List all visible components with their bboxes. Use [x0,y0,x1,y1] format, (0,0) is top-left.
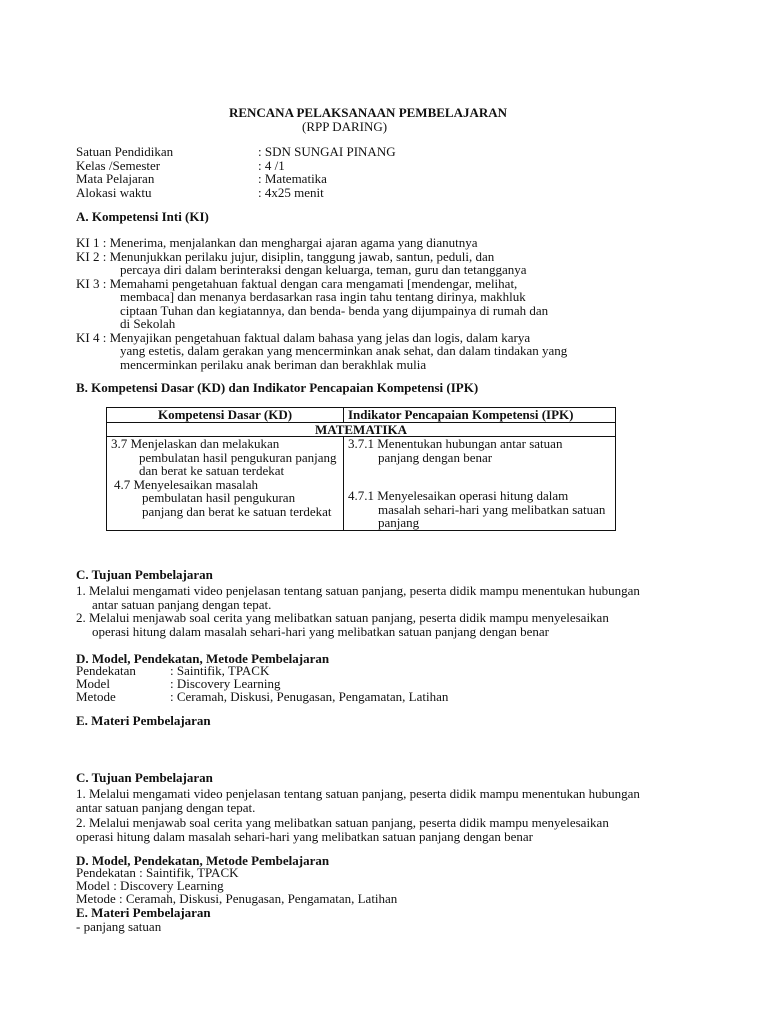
kd-lead: 4.7 Menyelesaikan masalah [114,476,259,492]
table-header-row [107,408,616,423]
info-value: : 4x25 menit [258,184,324,200]
ki-text: KI 2 : Menunjukkan perilaku jujur, disiplin, tanggung jawab, santun, peduli, dan [76,248,495,264]
table-group-row [107,422,616,437]
kd-rest: pembulatan hasil pengukuran panjang dan berat ke satuan terdekat [142,490,332,519]
info-row [76,186,396,200]
method-line: Pendekatan : Saintifik, TPACK [76,865,239,880]
method-label: Pendekatan [76,663,136,678]
tujuan-lead: 2. Melalui menjawab soal cerita yang melibatkan satuan panjang, peserta didik mampu menyelesaikan [76,610,609,625]
info-label: Kelas /Semester [76,157,161,173]
tujuan-line: operasi hitung dalam masalah sehari-hari yang melibatkan satuan panjang dengan benar [76,828,533,844]
ipk-rest: panjang dengan benar [378,449,493,465]
tujuan-item [76,584,716,611]
ki-continuation: yang estetis, dalam gerakan yang mencerminkan anak sehat, dan dalam tindakan yang mencerminkan perilaku anak beriman dan berakhlak mulia [120,343,568,372]
method-line: Metode : Ceramah, Diskusi, Penugasan, Pengamatan, Latihan [76,891,398,906]
tujuan-line: 1. Melalui mengamati video penjelasan tentang satuan panjang, peserta didik mampu menentukan hubungan [76,786,640,801]
method-value: : Saintifik, TPACK [170,663,270,678]
info-value: : 4 /1 [258,157,285,173]
section-d-heading: D. Model, Pendekatan, Metode Pembelajaran [76,651,330,666]
ki-continuation: percaya diri dalam berinteraksi dengan keluarga, teman, guru dan tetangganya [120,262,527,277]
info-label: Satuan Pendidikan [76,144,174,159]
ki-text: KI 1 : Menerima, menjalankan dan menghargai ajaran agama yang dianutnya [76,235,478,250]
ipk-cell [344,437,616,531]
ki-item [76,331,696,372]
ki-item [76,277,696,331]
ipk-item [348,489,611,530]
ki-text: KI 4 : Menyajikan pengetahuan faktual dalam bahasa yang jelas dan logis, dalam karya [76,329,531,345]
ipk-item [348,437,611,489]
kd-cell [107,437,344,531]
kd-item [111,437,339,478]
section-e-heading: E. Materi Pembelajaran [76,713,211,728]
method-label: Metode [76,689,116,704]
method-value: : Ceramah, Diskusi, Penugasan, Pengamatan, Latihan [170,689,449,704]
method-label: Model [76,676,110,691]
method-line: Model : Discovery Learning [76,878,224,893]
materi-item: - panjang satuan [76,919,162,934]
identity-block [76,145,396,199]
info-row [76,145,396,159]
subject-group-label: MATEMATIKA [107,422,616,437]
ipk-column-header: Indikator Pencapaian Kompetensi (IPK) [344,408,616,423]
document-subtitle: (RPP DARING) [302,119,388,134]
ipk-rest: masalah sehari-hari yang melibatkan satuan panjang [378,501,606,530]
document-title: RENCANA PELAKSANAAN PEMBELAJARAN [228,105,508,120]
kd-rest: pembulatan hasil pengukuran panjang dan berat ke satuan terdekat [139,449,337,478]
kd-lead: 3.7 Menjelaskan dan melakukan [111,436,280,451]
kd-item [111,478,339,519]
kd-column-header: Kompetensi Dasar (KD) [107,408,344,423]
section-d2-heading: D. Model, Pendekatan, Metode Pembelajaran [76,853,330,868]
section-c2-heading: C. Tujuan Pembelajaran [76,770,213,785]
info-value: : Matematika [258,171,327,186]
section-a-heading: A. Kompetensi Inti (KI) [76,209,209,224]
section-e2-heading: E. Materi Pembelajaran [76,905,211,920]
info-value: : SDN SUNGAI PINANG [258,144,396,159]
ki-continuation: membaca] dan menanya berdasarkan rasa ingin tahu tentang dirinya, makhluk ciptaan Tuhan dan kegiatannya, dan benda- benda yang dijumpainya di rumah dan di Sekolah [120,289,549,331]
tujuan-repeat [76,787,716,843]
tujuan-line: antar satuan panjang dengan tepat. [76,799,256,815]
table-row [107,437,616,531]
method-value: : Discovery Learning [170,676,281,691]
info-label: Alokasi waktu [76,184,152,200]
tujuan-rest: antar satuan panjang dengan tepat. [92,596,272,612]
tujuan-item [76,611,716,638]
ki-item [76,236,696,250]
tujuan-list [76,584,716,638]
tujuan-rest: operasi hitung dalam masalah sehari-hari yang melibatkan satuan panjang dengan benar [92,623,549,639]
ki-text: KI 3 : Memahami pengetahuan faktual dengan cara mengamati [mendengar, melihat, [76,275,518,291]
info-label: Mata Pelajaran [76,171,155,186]
section-c-heading: C. Tujuan Pembelajaran [76,567,213,582]
tujuan-line: 2. Melalui menjawab soal cerita yang melibatkan satuan panjang, peserta didik mampu menyelesaikan [76,815,609,830]
section-b-heading: B. Kompetensi Dasar (KD) dan Indikator Pencapaian Kompetensi (IPK) [76,380,479,395]
ki-item [76,250,696,277]
ipk-lead: 3.7.1 Menentukan hubungan antar satuan [348,436,563,451]
tujuan-lead: 1. Melalui mengamati video penjelasan tentang satuan panjang, peserta didik mampu menentukan hubungan [76,583,640,598]
method-list-repeat [76,866,397,905]
info-row [76,172,396,186]
info-row [76,159,396,173]
method-list [76,664,448,703]
method-row [76,690,448,703]
materi-list [76,920,161,933]
ki-list [76,236,696,371]
kd-ipk-table [106,407,616,531]
ipk-lead: 4.7.1 Menyelesaikan operasi hitung dalam [348,488,569,503]
